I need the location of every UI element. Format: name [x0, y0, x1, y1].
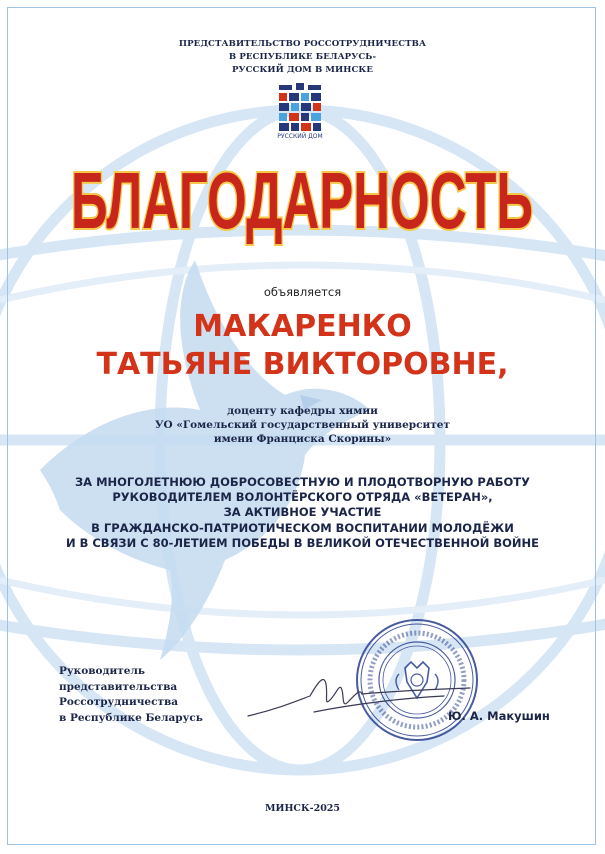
role-line: в Республике Беларусь — [59, 711, 203, 724]
position-line: доценту кафедры химии — [227, 405, 378, 417]
role-line: представительства — [59, 680, 178, 693]
signatory-name: Ю. А. Макушин — [448, 709, 550, 723]
position-line: УО «Гомельский государственный университет — [155, 419, 450, 431]
reason-line: В ГРАЖДАНСКО-ПАТРИОТИЧЕСКОМ ВОСПИТАНИИ МОЛОДЁЖИ — [91, 520, 514, 535]
recipient-position — [0, 404, 605, 446]
title-graphic — [0, 140, 605, 250]
reason-line: И В СВЯЗИ С 80-ЛЕТИЕМ ПОБЕДЫ В ВЕЛИКОЙ ОТЕЧЕСТВЕННОЙ ВОЙНЕ — [65, 535, 540, 550]
role-line: Руководитель — [59, 665, 146, 677]
position-line: имени Франциска Скорины» — [213, 433, 392, 445]
org-line: В РЕСПУБЛИКЕ БЕЛАРУСЬ- — [228, 52, 377, 62]
reason-line: ЗА МНОГОЛЕТНЮЮ ДОБРОСОВЕСТНУЮ И ПЛОДОТВОРНУЮ РАБОТУ — [75, 475, 530, 489]
reason-line: РУКОВОДИТЕЛЕМ ВОЛОНТЁРСКОГО ОТРЯДА «ВЕТЕРАН», — [112, 490, 493, 505]
announce-text: объявляется — [263, 285, 342, 299]
award-reason — [0, 475, 605, 551]
place-and-year: МИНСК-2025 — [264, 803, 341, 814]
recipient-given-names: ТАТЬЯНЕ ВИКТОРОВНЕ, — [96, 347, 509, 382]
org-line: ПРЕДСТАВИТЕЛЬСТВО РОССОТРУДНИЧЕСТВА — [178, 39, 427, 49]
organization-header — [0, 38, 605, 77]
role-line: Россотрудничества — [59, 696, 179, 708]
signatory-role — [59, 664, 203, 726]
recipient-surname: МАКАРЕНКО — [193, 309, 412, 344]
russian-house-logo-icon — [275, 83, 325, 133]
org-line: РУССКИЙ ДОМ В МИНСКЕ — [231, 65, 373, 75]
title-text: БЛАГОДАРНОСТЬ — [71, 156, 533, 245]
certificate-title — [0, 140, 605, 250]
handwritten-signature — [244, 652, 474, 732]
logo-caption: РУССКИЙ ДОМ — [277, 133, 323, 140]
reason-line: ЗА АКТИВНОЕ УЧАСТИЕ — [223, 505, 382, 520]
